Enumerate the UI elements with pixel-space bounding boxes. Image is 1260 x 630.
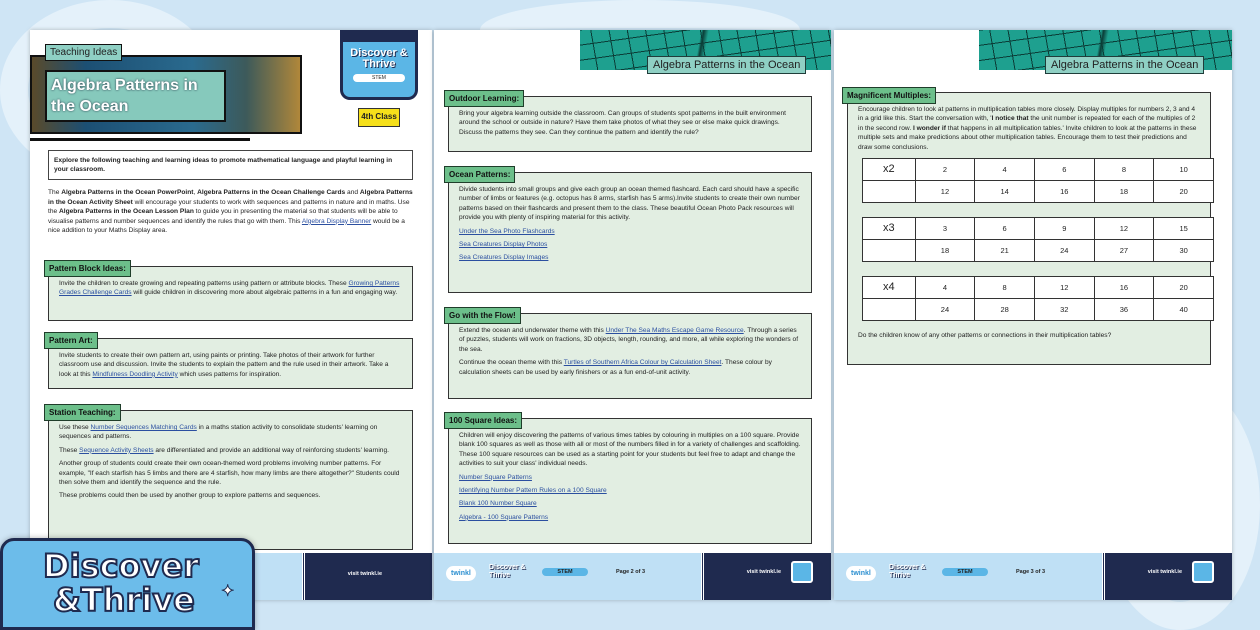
twinkl-badge-icon <box>1192 561 1214 583</box>
logo-text: Discover &Thrive <box>43 547 199 619</box>
divider <box>30 138 250 141</box>
table-cell: 2 <box>915 159 975 181</box>
text: to guide you in presenting the material so that students will be able to visualise patterns and number sequences and identify the rules that go with them. This <box>48 208 398 225</box>
section-box <box>48 410 413 550</box>
table-cell: 16 <box>1094 277 1154 299</box>
table-cell: 18 <box>915 240 975 262</box>
text: which uses patterns for inspiration. <box>177 370 282 378</box>
section-paragraph <box>59 459 402 487</box>
discover-thrive-logo: Discover & Thrive <box>489 564 526 579</box>
section-paragraph <box>59 491 402 500</box>
table-cell: 28 <box>975 299 1035 321</box>
resource-link[interactable]: Sea Creatures Display Photos <box>459 241 548 249</box>
section-label: Pattern Art: <box>44 332 98 349</box>
table-cell: 8 <box>1094 159 1154 181</box>
table-label-cell <box>863 181 916 203</box>
section-label: Outdoor Learning: <box>444 90 524 107</box>
text: will guide children in discovering more about algebraic patterns in a fun and engaging way. <box>131 289 398 297</box>
section-paragraph <box>459 499 801 508</box>
section-label: Magnificent Multiples: <box>842 87 936 104</box>
section-box <box>448 172 812 293</box>
bold-text: Algebra Patterns in the Ocean Challenge Cards <box>197 189 346 196</box>
section-label: Ocean Patterns: <box>444 166 515 183</box>
table-cell: 24 <box>915 299 975 321</box>
section-paragraph <box>459 358 801 377</box>
table-cell: 4 <box>975 159 1035 181</box>
resource-link[interactable]: Sequence Activity Sheets <box>79 446 154 454</box>
text: Extend the ocean and underwater theme with this <box>459 327 606 334</box>
magnificent-multiples-box <box>847 92 1211 365</box>
table-cell: 6 <box>975 218 1035 240</box>
table-cell: 9 <box>1034 218 1094 240</box>
footer-visit-link[interactable]: visit twinkl.ie <box>1147 569 1182 575</box>
text: These problems could then be used by another group to explore patterns and sequences. <box>59 492 321 500</box>
text: . These colour by calculation sheets can be used by early finishers or as a fun end-of-unit activity. <box>459 359 772 376</box>
text: would be a nice addition to your Maths Display area. <box>48 217 405 235</box>
footer-subject: STEM <box>542 568 588 576</box>
section-paragraph <box>459 240 801 249</box>
table-cell: 14 <box>975 181 1035 203</box>
badge-subject: STEM <box>353 74 405 82</box>
table-cell: 24 <box>1034 240 1094 262</box>
bold-text: Algebra Patterns in the Ocean Lesson Plan <box>59 208 194 216</box>
multiplication-tables <box>858 158 1200 321</box>
text: Divide students into small groups and give each group an ocean themed flashcard. Each card should have a specific number of limbs or features (e.g. octopus has 8 arms, starfish has 5 arms).Invite students to create their own number patterns based on their flashcards and present them to the class. These beautiful Ocean Photo Pack resources will provide you with plenty of inspiring material for this activity. <box>459 186 800 222</box>
text: are differentiated and provide an additional way of reinforcing students' learning. <box>153 446 389 454</box>
resource-link[interactable]: Number Square Patterns <box>459 473 532 481</box>
table-cell: 27 <box>1094 240 1154 262</box>
table-cell: 12 <box>1034 277 1094 299</box>
section-paragraph <box>59 279 402 298</box>
table-cell: 15 <box>1154 218 1214 240</box>
section-tag: Teaching Ideas <box>45 44 122 61</box>
section-label: Station Teaching: <box>44 404 121 421</box>
twinkl-logo: twinkl <box>446 566 476 581</box>
section-paragraph <box>459 431 801 469</box>
bold-text: I notice that <box>991 115 1029 123</box>
text: will encourage your students to work with sequences and patterns in nature and in maths. Use the <box>48 198 410 216</box>
text: that happens in all multiplication tables.' Invite children to look at the patterns in these multiple sets and make predictions about other multiplication tables. Encourage them to test their predictions and draw some conclusions. <box>858 124 1197 151</box>
text: , <box>193 189 198 196</box>
table-cell: 12 <box>1094 218 1154 240</box>
table-cell: 4 <box>915 277 975 299</box>
table-cell: 12 <box>915 181 975 203</box>
section-paragraph <box>59 351 402 379</box>
page-title: Algebra Patterns in the Ocean <box>45 70 226 122</box>
section-paragraph <box>459 473 801 482</box>
multiples-table <box>862 158 1214 203</box>
resource-link[interactable]: Algebra Display Banner <box>301 217 372 225</box>
resource-link[interactable]: Turtles of Southern Africa Colour by Calculation Sheet <box>563 359 722 367</box>
intro-paragraph <box>48 188 413 236</box>
text: Children will enjoy discovering the patterns of various times tables by colouring in multiples on a 100 square. Provide blank 100 squares as well as those with all or most of the numbers filled in for a variety of challenges and scaffolding. These 100 square resources can be used as a starting point for your students but feel free to adapt and change the activities to suit your class' individual needs. <box>459 432 801 468</box>
closing-question: Do the children know of any other patterns or connections in their multiplication tables? <box>858 332 1112 340</box>
text: These <box>59 446 80 454</box>
resource-link[interactable]: Algebra - 100 Square Patterns <box>459 513 549 521</box>
section-label: 100 Square Ideas: <box>444 412 522 429</box>
text: Continue the ocean theme with this <box>459 359 564 367</box>
document-title: Algebra Patterns in the Ocean <box>647 56 806 74</box>
table-label-cell: x2 <box>863 159 916 181</box>
section-label: Go with the Flow! <box>444 307 521 324</box>
table-label-cell: x4 <box>863 277 916 299</box>
text: Encourage children to look at patterns in multiplication tables more closely. Display multiples for numbers 2, 3 and 4 in a grid like this. Start the conversation with, ' <box>858 106 1196 123</box>
section-paragraph <box>459 486 801 495</box>
bold-text: Algebra Patterns in the Ocean PowerPoint <box>61 189 194 196</box>
page-number: Page 3 of 3 <box>1016 569 1046 575</box>
table-cell: 40 <box>1154 299 1214 321</box>
text: . Through a series of puzzles, students will work on fractions, 3D objects, length, rounding, and more, all while exploring the wonders of the sea. <box>459 327 799 353</box>
table-cell: 3 <box>915 218 975 240</box>
table-label-cell: x3 <box>863 218 916 240</box>
resource-link[interactable]: Mindfulness Doodling Activity <box>92 370 178 378</box>
section-paragraph <box>459 253 801 262</box>
text: the unit number is repeated for each of the multiples of 2 in the second row. <box>858 115 1196 132</box>
text: Another group of students could create their own ocean-themed word problems involving number patterns. For example, "If each starfish has 5 limbs and there are 4 starfish, how many limbs are there altogether?" Students could then solve them and identify the sequence and the rule. <box>59 460 400 487</box>
class-level-badge: 4th Class <box>358 108 400 127</box>
text: in a maths station activity to consolidate students' learning on sequences and patterns. <box>59 424 378 441</box>
table-cell: 8 <box>975 277 1035 299</box>
section-paragraph <box>858 105 1200 152</box>
table-cell: 36 <box>1094 299 1154 321</box>
sparkle-icon: ✦ <box>221 583 235 600</box>
section-paragraph <box>459 227 801 236</box>
section-paragraph <box>459 326 801 354</box>
resource-link[interactable]: Under The Sea Maths Escape Game Resource <box>605 327 744 334</box>
text: and <box>345 189 360 196</box>
twinkl-logo: twinkl <box>846 566 876 581</box>
section-paragraph <box>59 446 402 455</box>
section-box <box>448 313 812 399</box>
footer-visit-link[interactable]: visit twinkl.ie <box>746 569 781 575</box>
table-label-cell <box>863 299 916 321</box>
section-box <box>48 338 413 389</box>
table-cell: 30 <box>1154 240 1214 262</box>
section-paragraph <box>459 109 801 137</box>
resource-link[interactable]: Number Sequences Matching Cards <box>90 424 197 431</box>
table-cell: 32 <box>1034 299 1094 321</box>
footer-visit-link[interactable]: visit twinkl.ie <box>347 571 382 577</box>
document-title: Algebra Patterns in the Ocean <box>1045 56 1204 74</box>
table-cell: 10 <box>1154 159 1214 181</box>
table-cell: 18 <box>1094 181 1154 203</box>
twinkl-badge-icon <box>791 561 813 583</box>
resource-link[interactable]: Sea Creatures Display Images <box>459 254 549 262</box>
bold-text: I wonder if <box>912 124 946 132</box>
page-1 <box>30 30 432 600</box>
discover-thrive-logo-card <box>0 538 255 630</box>
section-paragraph <box>459 185 801 223</box>
multiples-table <box>862 276 1214 321</box>
text: Use these <box>59 424 91 431</box>
section-paragraph <box>59 423 402 442</box>
resource-link[interactable]: Growing Patterns Grades Challenge Cards <box>59 280 400 297</box>
discover-thrive-logo: Discover & Thrive <box>889 564 926 579</box>
section-label: Pattern Block Ideas: <box>44 260 131 277</box>
intro-box: Explore the following teaching and learning ideas to promote mathematical language and playful learning in your classroom. <box>48 150 413 180</box>
page-footer <box>434 553 831 600</box>
page-footer <box>834 553 1232 600</box>
resource-link[interactable]: Under the Sea Photo Flashcards <box>459 227 555 235</box>
table-cell: 16 <box>1034 181 1094 203</box>
table-cell: 6 <box>1034 159 1094 181</box>
resource-link[interactable]: Blank 100 Number Square <box>459 500 537 508</box>
footer-subject: STEM <box>942 568 988 576</box>
page-3 <box>834 30 1232 600</box>
text: The <box>48 189 62 196</box>
table-label-cell <box>863 240 916 262</box>
text: Bring your algebra learning outside the classroom. Can groups of students spot patterns in the built environment around the school or outside in nature? Have them take photos of what they see or else make quick drawings. Discuss the patterns they see. Can they continue the pattern and identify the rule? <box>459 110 786 136</box>
resource-link[interactable]: Identifying Number Pattern Rules on a 100 Square <box>459 487 607 495</box>
table-cell: 20 <box>1154 181 1214 203</box>
bold-text: Algebra Patterns in the Ocean Activity Sheet <box>48 189 413 206</box>
page-2 <box>434 30 831 600</box>
badge-brand: Discover & Thrive <box>350 47 408 70</box>
table-cell: 21 <box>975 240 1035 262</box>
section-box <box>448 418 812 544</box>
discover-thrive-badge <box>340 30 418 100</box>
page-number: Page 2 of 3 <box>616 569 646 575</box>
text: Invite the children to create growing and repeating patterns using pattern or attribute blocks. These <box>59 280 349 287</box>
table-cell: 20 <box>1154 277 1214 299</box>
text: Invite students to create their own pattern art, using paints or printing. Take photos of their artwork for further classroom use and discussion. Invite the students to explain the pattern and the rule used in their artwork. Take a look at this <box>59 352 389 378</box>
multiples-table <box>862 217 1214 262</box>
section-paragraph <box>459 513 801 522</box>
